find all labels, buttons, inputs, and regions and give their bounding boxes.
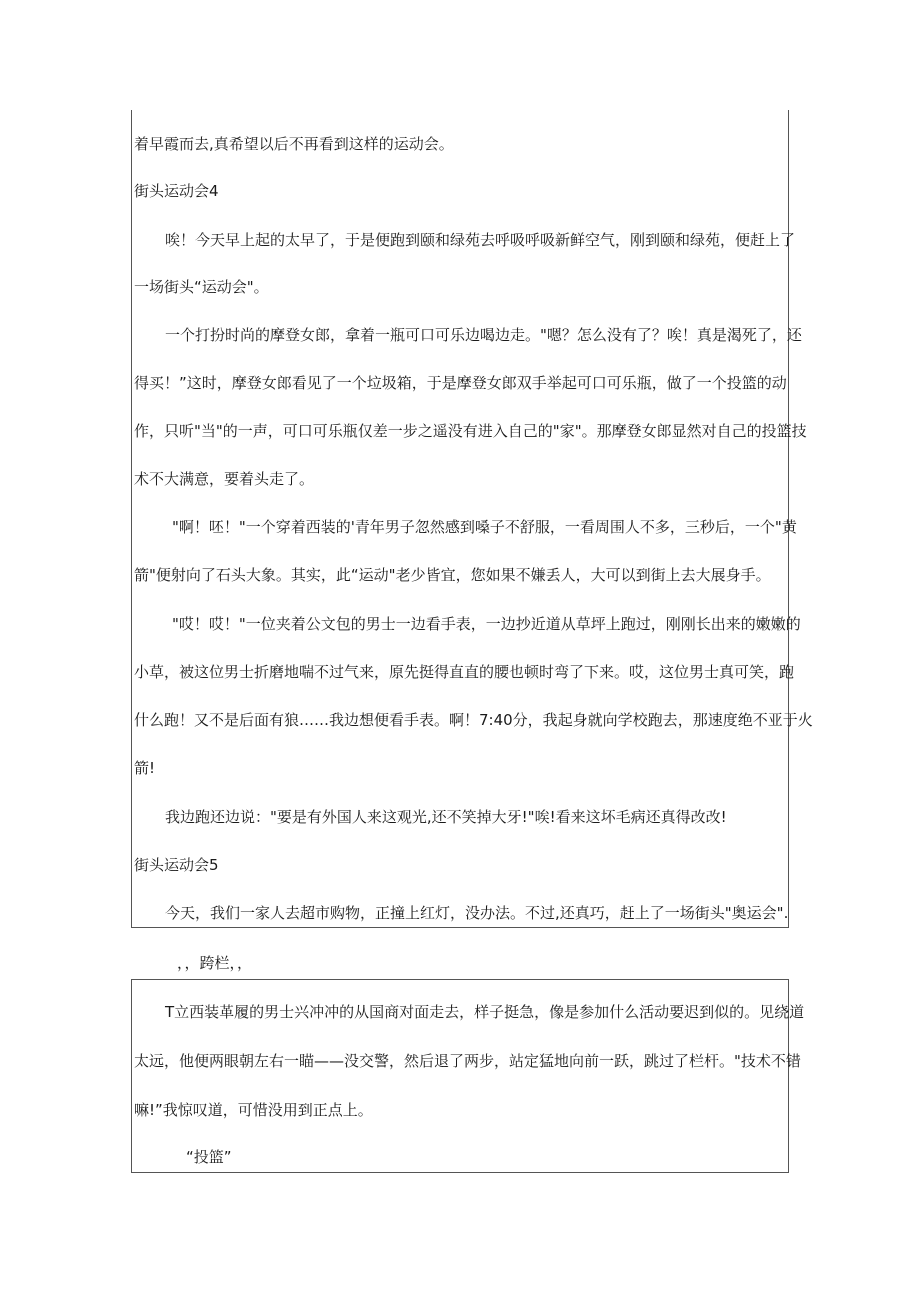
heading-street-games-5: 街头运动会5 bbox=[134, 856, 219, 874]
paragraph-6: 今天，我们一家人去超市购物，正撞上红灯，没办法。不过,还真巧，赶上了一场街头"奥运会". bbox=[165, 904, 789, 922]
paragraph-7-line-1: T立西装革履的男士兴冲冲的从国商对面走去，样子挺急，像是参加什么活动要迟到似的。见绕道 bbox=[165, 1003, 805, 1021]
paragraph-4-line-4: 箭! bbox=[134, 759, 156, 777]
paragraph-3-line-1: "啊！呸！"一个穿着西装的'青年男子忽然感到嗓子不舒服，一看周围人不多，三秒后，一个"黄 bbox=[172, 518, 797, 536]
paragraph-2-line-4: 术不大满意，要着头走了。 bbox=[134, 470, 315, 488]
paragraph-5: 我边跑还边说："要是有外国人来这观光,还不笑掉大牙!"唉!看来这坏毛病还真得改改! bbox=[165, 808, 727, 826]
hurdle-caption: ，，跨栏，， bbox=[177, 954, 253, 972]
paragraph-7-line-3: 嘛!”我惊叹道，可惜没用到正点上。 bbox=[134, 1101, 373, 1119]
paragraph-1-line-1: 唉！今天早上起的太早了，于是便跑到颐和绿苑去呼吸呼吸新鲜空气，刚到颐和绿苑，便赶上了 bbox=[165, 231, 796, 249]
paragraph-2-line-1: 一个打扮时尚的摩登女郎，拿着一瓶可口可乐边喝边走。"嗯？怎么没有了？唉！真是渴死了，还 bbox=[165, 326, 802, 344]
heading-street-games-4: 街头运动会4 bbox=[134, 182, 219, 200]
shooting-caption: “投篮” bbox=[186, 1148, 232, 1166]
paragraph-1-line-2: 一场街头“运动会"。 bbox=[134, 278, 269, 296]
paragraph-3-line-2: 箭"便射向了石头大象。其实，此“运动"老少皆宜，您如果不嫌丢人，大可以到街上去大展身手。 bbox=[134, 566, 771, 584]
paragraph-7-line-2: 太远，他便两眼朝左右一瞄——没交警，然后退了两步，站定猛地向前一跃，跳过了栏杆。"技术不错 bbox=[134, 1052, 801, 1070]
paragraph-2-line-3: 作，只听"当"的一声，可口可乐瓶仅差一步之遥没有进入自己的"家"。那摩登女郎显然对自己的投篮技 bbox=[134, 422, 807, 440]
paragraph-4-line-2: 小草，被这位男士折磨地喘不过气来，原先挺得直直的腰也顿时弯了下来。哎，这位男士真可笑，跑 bbox=[134, 663, 795, 681]
paragraph-4-line-1: "哎！哎！"一位夹着公文包的男士一边看手表，一边抄近道从草坪上跑过，刚刚长出来的嫩嫩的 bbox=[172, 615, 801, 633]
paragraph-2-line-2: 得买！”这时，摩登女郎看见了一个垃圾箱，于是摩登女郎双手举起可口可乐瓶，做了一个投篮的动 bbox=[134, 374, 787, 392]
section1-closing-line: 着早霞而去,真希望以后不再看到这样的运动会。 bbox=[134, 135, 454, 153]
paragraph-4-line-3: 什么跑！又不是后面有狼……我边想便看手表。啊！7:40分，我起身就向学校跑去，那速度绝不亚于火 bbox=[134, 711, 813, 729]
